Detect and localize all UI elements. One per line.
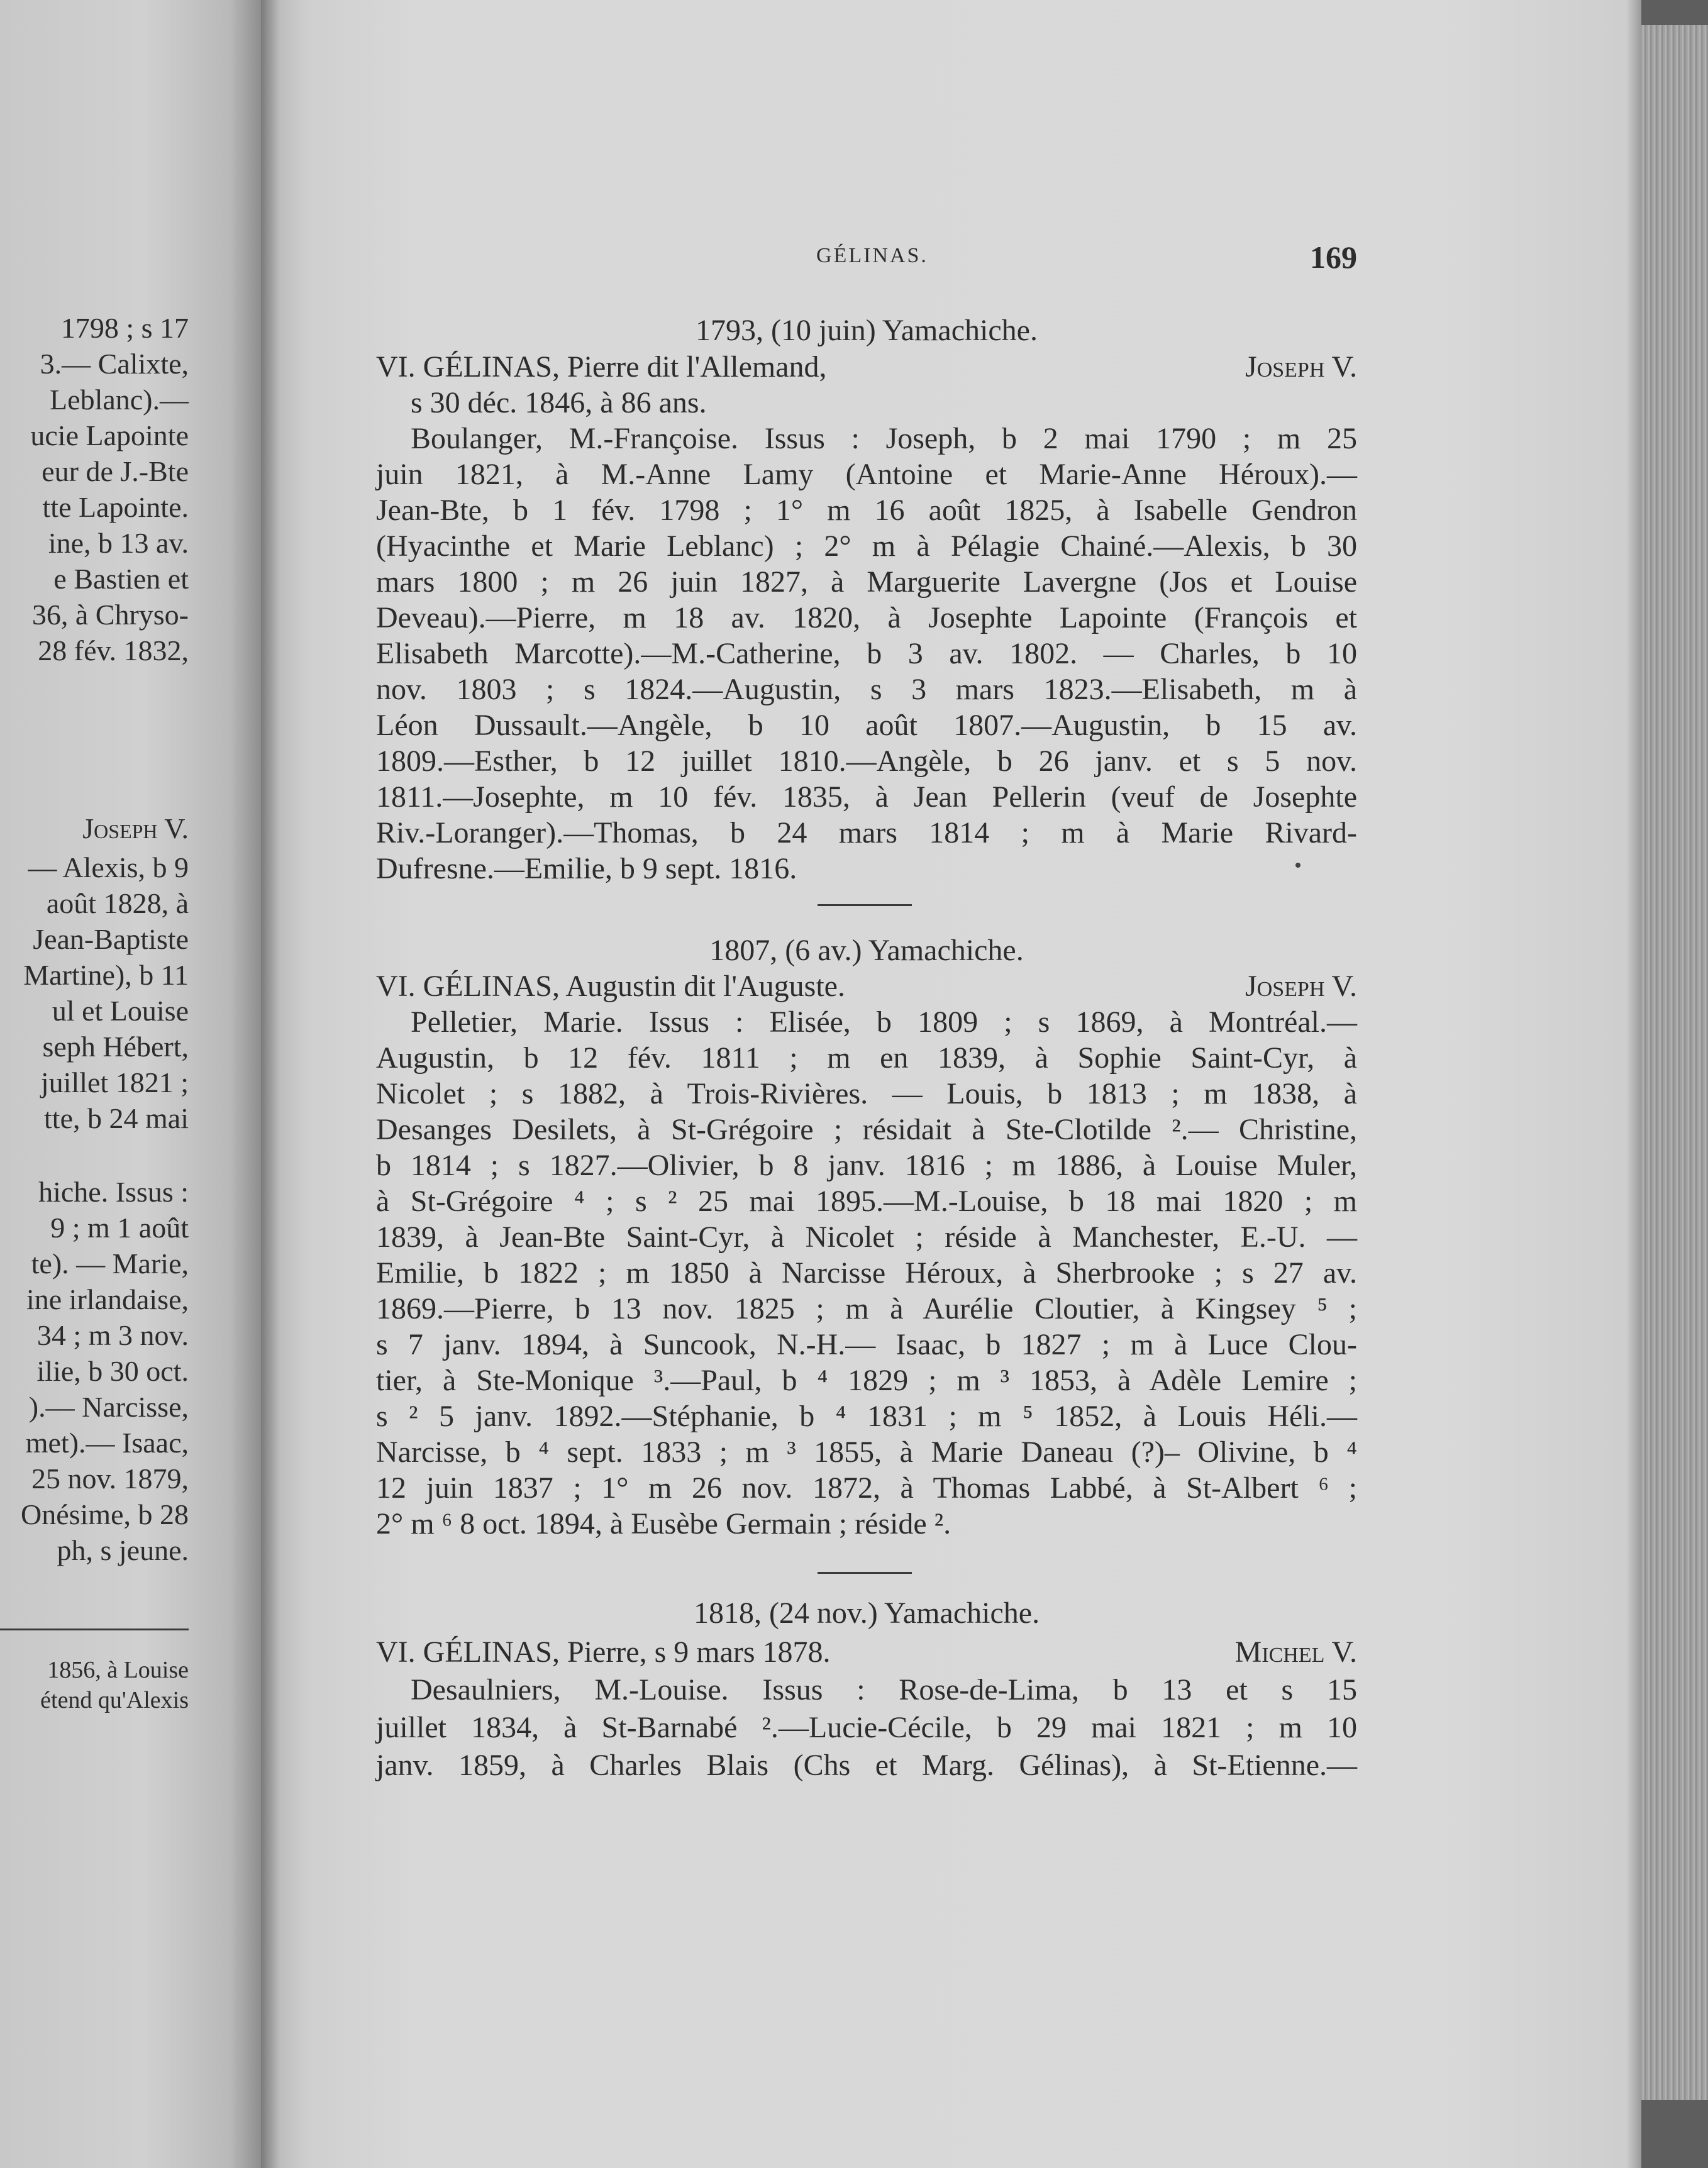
left-text-line: met).— Isaac, [25, 1427, 189, 1459]
entry-title [376, 969, 1357, 1004]
entry-text-line: Desanges Desilets, à St-Grégoire ; résidait à Ste-Clotilde ².— Christine, [376, 1113, 1357, 1146]
left-text-line: e Bastien et [53, 563, 189, 595]
entry-text-line: Deveau).—Pierre, m 18 av. 1820, à Josephte Lapointe (François et [376, 601, 1357, 634]
entry-text-line: 2° m ⁶ 8 oct. 1894, à Eusèbe Germain ; réside ². [376, 1507, 951, 1540]
entry-text-line: 1811.—Josephte, m 10 fév. 1835, à Jean Pellerin (veuf de Josephte [376, 780, 1357, 814]
left-text-line: ul et Louise [52, 995, 189, 1027]
entry-parent-ref: Joseph V. [1245, 970, 1357, 1003]
left-text-line: 28 fév. 1832, [38, 634, 189, 666]
entry-text-line: janv. 1859, à Charles Blais (Chs et Marg. Gélinas), à St-Etienne.— [376, 1749, 1357, 1782]
left-text-line: 25 nov. 1879, [31, 1463, 189, 1495]
left-text-line: 34 ; m 3 nov. [36, 1319, 189, 1351]
left-text-line: ilie, b 30 oct. [36, 1355, 189, 1387]
entry-parent-ref: Joseph V. [1245, 350, 1357, 384]
running-title: GÉLINAS. [816, 244, 928, 267]
left-text-line: te). — Marie, [31, 1247, 189, 1280]
left-text-line: Jean-Baptiste [33, 923, 189, 955]
ink-speck [1295, 863, 1300, 868]
entry-text-line: à St-Grégoire ⁴ ; s ² 25 mai 1895.—M.-Louise, b 18 mai 1820 ; m [376, 1185, 1357, 1218]
left-text-line: 3.— Calixte, [40, 348, 189, 380]
left-footnote-line: étend qu'Alexis [40, 1687, 189, 1713]
entry-text-line: Emilie, b 1822 ; m 1850 à Narcisse Héroux, à Sherbrooke ; s 27 av. [376, 1256, 1357, 1290]
entry-text-line: 1839, à Jean-Bte Saint-Cyr, à Nicolet ; réside à Manchester, E.-U. — [376, 1220, 1357, 1254]
entry-text-line: b 1814 ; s 1827.—Olivier, b 8 janv. 1816 ; m 1886, à Louise Muler, [376, 1149, 1357, 1182]
entry-text-line: Nicolet ; s 1882, à Trois-Rivières. — Louis, b 1813 ; m 1838, à [376, 1077, 1357, 1110]
entry-text-line: Desaulniers, M.-Louise. Issus : Rose-de-Lima, b 13 et s 15 [411, 1673, 1357, 1706]
page-number: 169 [1310, 240, 1357, 275]
left-text-line: juillet 1821 ; [40, 1066, 189, 1098]
entry-title-name: VI. GÉLINAS, Augustin dit l'Auguste. [376, 970, 845, 1003]
entry-text-line: juillet 1834, à St-Barnabé ².—Lucie-Cécile, b 29 mai 1821 ; m 10 [376, 1711, 1357, 1744]
page-header [376, 240, 1357, 279]
entry-text-line: juin 1821, à M.-Anne Lamy (Antoine et Marie-Anne Héroux).— [376, 458, 1357, 491]
left-text-line: tte Lapointe. [42, 491, 189, 523]
left-text-line: ucie Lapointe [30, 419, 189, 451]
entry-text-line: Riv.-Loranger).—Thomas, b 24 mars 1814 ; m à Marie Rivard- [376, 816, 1357, 849]
entry-text-line: 12 juin 1837 ; 1° m 26 nov. 1872, à Thomas Labbé, à St-Albert ⁶ ; [376, 1471, 1357, 1505]
entry-text-line: 1809.—Esther, b 12 juillet 1810.—Angèle, b 26 janv. et s 5 nov. [376, 744, 1357, 778]
book-gutter [261, 0, 308, 2168]
entry-text-line: tier, à Ste-Monique ³.—Paul, b ⁴ 1829 ; m ³ 1853, à Adèle Lemire ; [376, 1364, 1357, 1397]
entry-text-line: Léon Dussault.—Angèle, b 10 août 1807.—Augustin, b 15 av. [376, 709, 1357, 742]
entry-heading: 1793, (10 juin) Yamachiche. [696, 314, 1038, 347]
page-edge-shadow [1626, 0, 1641, 2168]
entry-text-line: s ² 5 janv. 1892.—Stéphanie, b ⁴ 1831 ; m ⁵ 1852, à Louis Héli.— [376, 1400, 1357, 1433]
entry-title [376, 350, 1357, 385]
left-text-line: ine, b 13 av. [48, 527, 189, 559]
entry-separator [818, 904, 912, 906]
entry-title-name: VI. GÉLINAS, Pierre dit l'Allemand, [376, 350, 827, 384]
entry-text-line: Augustin, b 12 fév. 1811 ; m en 1839, à Sophie Saint-Cyr, à [376, 1041, 1357, 1075]
entry-text-line: Dufresne.—Emilie, b 9 sept. 1816. [376, 852, 797, 885]
entry-text-line: 1869.—Pierre, b 13 nov. 1825 ; m à Aurélie Cloutier, à Kingsey ⁵ ; [376, 1292, 1357, 1325]
entry-title [376, 1635, 1357, 1670]
left-text-line: ine irlandaise, [26, 1283, 189, 1315]
entry-text-line: mars 1800 ; m 26 juin 1827, à Marguerite Lavergne (Jos et Louise [376, 565, 1357, 599]
entry-separator [818, 1572, 912, 1574]
entry-text-line: s 30 déc. 1846, à 86 ans. [411, 386, 707, 419]
left-text-line: Onésime, b 28 [20, 1498, 189, 1530]
left-text-line: Leblanc).— [50, 384, 189, 416]
entry-text-line: (Hyacinthe et Marie Leblanc) ; 2° m à Pélagie Chainé.—Alexis, b 30 [376, 529, 1357, 563]
entry-text-line: Jean-Bte, b 1 fév. 1798 ; 1° m 16 août 1825, à Isabelle Gendron [376, 494, 1357, 527]
entry-parent-ref: Michel V. [1234, 1635, 1357, 1669]
entry-heading: 1818, (24 nov.) Yamachiche. [693, 1596, 1040, 1630]
footnote-rule [0, 1629, 189, 1630]
entry-text-line: Narcisse, b ⁴ sept. 1833 ; m ³ 1855, à Marie Daneau (?)– Olivine, b ⁴ [376, 1435, 1357, 1469]
left-text-line: ).— Narcisse, [28, 1391, 189, 1423]
left-text-line: tte, b 24 mai [44, 1102, 189, 1134]
book-page-edges [1641, 25, 1708, 2100]
entry-heading: 1807, (6 av.) Yamachiche. [709, 934, 1024, 967]
left-footnote-line: 1856, à Louise [47, 1657, 189, 1683]
left-text-line: hiche. Issus : [38, 1176, 189, 1208]
left-text-line: août 1828, à [46, 887, 189, 919]
entry-text-line: Pelletier, Marie. Issus : Elisée, b 1809 ; s 1869, à Montréal.— [411, 1005, 1357, 1039]
entry-text-line: Elisabeth Marcotte).—M.-Catherine, b 3 av. 1802. — Charles, b 10 [376, 637, 1357, 670]
entry-title-name: VI. GÉLINAS, Pierre, s 9 mars 1878. [376, 1635, 831, 1669]
left-text-line: 36, à Chryso- [31, 599, 189, 631]
entry-text-line: s 7 janv. 1894, à Suncook, N.-H.— Isaac, b 1827 ; m à Luce Clou- [376, 1328, 1357, 1361]
left-text-line: seph Hébert, [42, 1031, 189, 1063]
entry-text-line: Boulanger, M.-Françoise. Issus : Joseph, b 2 mai 1790 ; m 25 [411, 422, 1357, 455]
entry-text-line: nov. 1803 ; s 1824.—Augustin, s 3 mars 1823.—Elisabeth, m à [376, 673, 1357, 706]
left-text-line: 1798 ; s 17 [60, 312, 189, 344]
left-text-line: 9 ; m 1 août [50, 1212, 189, 1244]
left-text-line: — Alexis, b 9 [28, 851, 189, 883]
left-text-line: eur de J.-Bte [42, 455, 189, 487]
left-page [0, 0, 261, 2168]
left-text-line: Joseph V. [82, 812, 189, 844]
left-text-line: Martine), b 11 [23, 959, 189, 991]
left-text-line: ph, s jeune. [57, 1534, 189, 1566]
